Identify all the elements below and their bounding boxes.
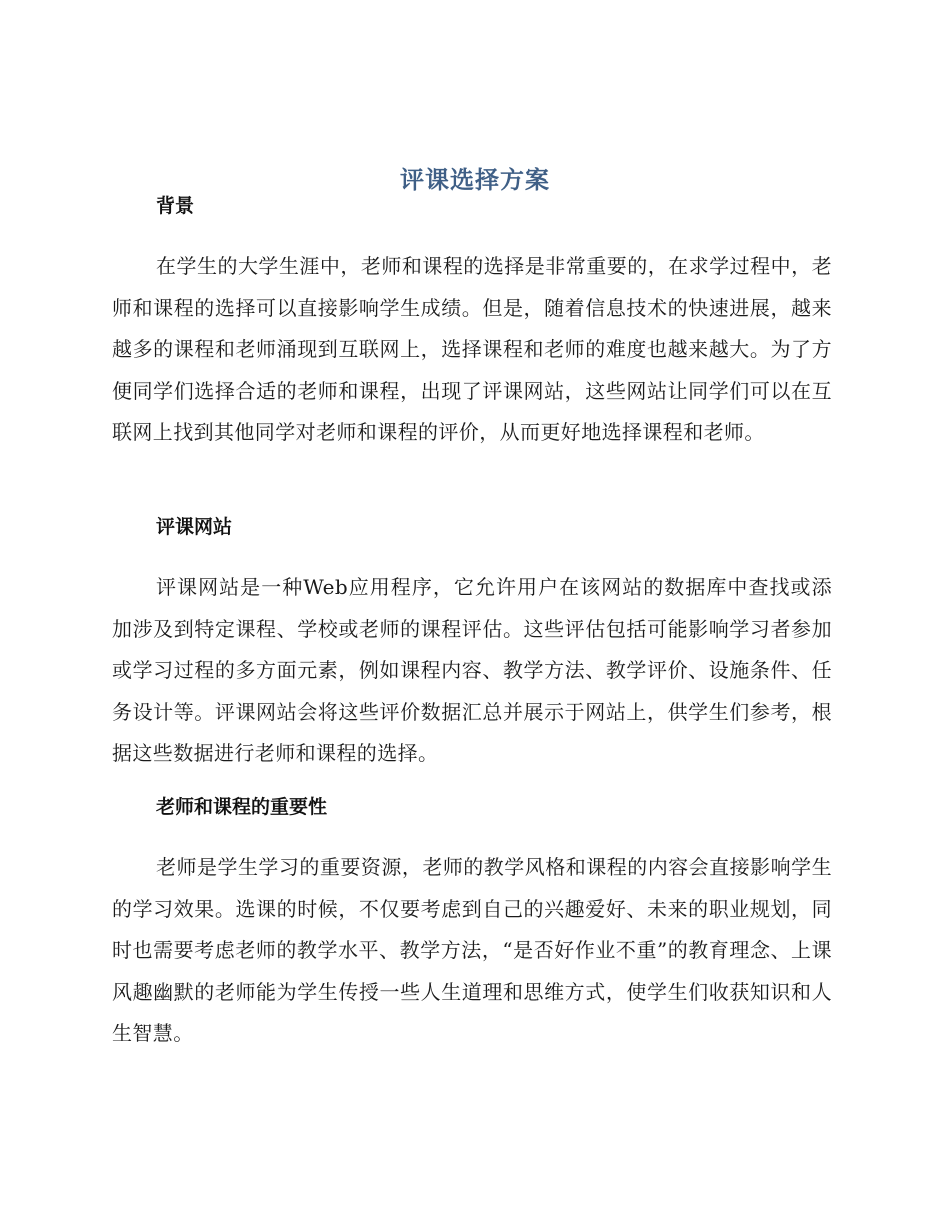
- section-heading: 老师和课程的重要性: [156, 796, 328, 818]
- section-importance: [112, 793, 832, 1055]
- section-background: [112, 192, 832, 454]
- section-paragraph: 老师是学生学习的重要资源，老师的教学风格和课程的内容会直接影响学生的学习效果。选课的时候，不仅要考虑到自己的兴趣爱好、未来的职业规划，同时也需要考虑老师的教学水平、教学方法，“是否好作业不重”的教育理念、上课风趣幽默的老师能为学生传授一些人生道理和思维方式，使学生们收获知识和人生智慧。: [112, 855, 832, 1045]
- document-title: 评课选择方案: [400, 166, 550, 195]
- section-heading: 背景: [156, 195, 195, 217]
- section-paragraph: 评课网站是一种Web应用程序，它允许用户在该网站的数据库中查找或添加涉及到特定课程、学校或老师的课程评估。这些评估包括可能影响学习者参加或学习过程的多方面元素，例如课程内容、教学方法、教学评价、设施条件、任务设计等。评课网站会将这些评价数据汇总并展示于网站上，供学生们参考，根据这些数据进行老师和课程的选择。: [112, 575, 832, 765]
- section-review-website: [112, 513, 832, 775]
- section-heading: 评课网站: [156, 516, 233, 538]
- section-paragraph: 在学生的大学生涯中，老师和课程的选择是非常重要的，在求学过程中，老师和课程的选择可以直接影响学生成绩。但是，随着信息技术的快速进展，越来越多的课程和老师涌现到互联网上，选择课程和老师的难度也越来越大。为了方便同学们选择合适的老师和课程，出现了评课网站，这些网站让同学们可以在互联网上找到其他同学对老师和课程的评价，从而更好地选择课程和老师。: [112, 254, 832, 444]
